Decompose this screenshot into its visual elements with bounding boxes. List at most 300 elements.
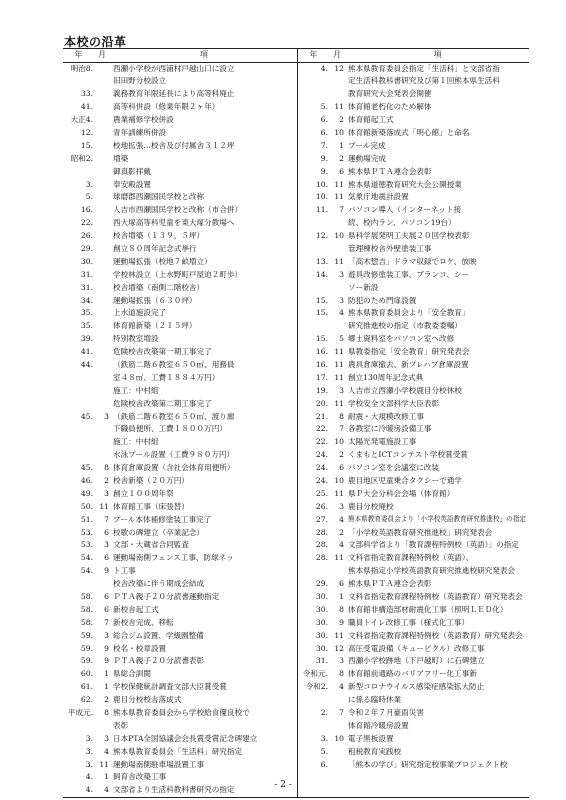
table-row — [63, 359, 529, 372]
left-item-cell: 鹿目分校校舎落成式 — [113, 695, 182, 705]
table-row — [63, 655, 529, 668]
left-item-cell: 下職員便所、工費１８００万円） — [113, 424, 227, 434]
left-item-cell: 農業補修学校併設 — [113, 115, 174, 125]
right-month-cell: 11 — [334, 372, 344, 382]
left-year-cell: 昭和2. — [70, 153, 93, 163]
table-row — [63, 746, 529, 759]
right-year-cell — [298, 75, 330, 88]
left-item-cell: 校舎改築に伴う期成会結成 — [113, 579, 205, 589]
left-month-cell: 1 — [104, 669, 109, 679]
left-month-cell — [94, 63, 111, 76]
left-item-cell: 高等科併設（修業年限２ヶ年） — [113, 102, 220, 112]
left-month-cell — [94, 191, 111, 204]
left-item-cell: 熊本県教育委員会「生活科」研究指定 — [113, 746, 243, 756]
left-year-cell: 35. — [80, 308, 93, 318]
left-year-cell: 39. — [80, 334, 93, 344]
right-month-cell: 11 — [334, 359, 344, 369]
left-item-cell: 創立１００周年祭 — [113, 488, 174, 498]
left-item-cell: 特別教室増設 — [113, 334, 159, 344]
right-item-cell: 続、校内ラン、パソコン19台） — [348, 218, 456, 228]
left-item-cell: プール本体補修塗装工事完了 — [113, 514, 212, 524]
table-row — [63, 552, 529, 565]
left-year-cell: 45. — [80, 463, 93, 473]
left-month-cell: 3 — [104, 488, 109, 498]
left-month-cell: 8 — [104, 463, 109, 473]
header-item: 項 — [111, 49, 298, 63]
right-year-cell: 15. — [298, 295, 330, 308]
right-year-cell: 6. — [298, 127, 330, 140]
left-item-cell: ＰＴＡ親子２０分読書表彰 — [113, 656, 205, 666]
right-month-cell: 4 — [339, 308, 344, 318]
table-row — [63, 282, 529, 295]
left-item-cell: 上水道施設完了 — [113, 308, 167, 318]
left-item-cell: ト工事 — [113, 566, 136, 576]
right-item-cell: 高圧受電設備（キュービクル）改修工事 — [348, 643, 485, 653]
table-row — [63, 462, 529, 475]
right-month-cell: 9 — [339, 617, 344, 627]
left-year-cell — [63, 578, 94, 591]
left-year-cell: 58. — [80, 617, 93, 627]
left-item-cell: 運動場南側フェンス工事、防球ネッ — [113, 553, 234, 563]
left-year-cell — [63, 449, 94, 462]
right-month-cell — [329, 720, 346, 733]
right-year-cell — [298, 282, 330, 295]
left-month-cell — [94, 230, 111, 243]
table-row — [63, 127, 529, 140]
right-item-cell: 教育研究大会発表会開催 — [348, 89, 432, 99]
left-month-cell — [94, 166, 111, 179]
right-month-cell: 11 — [334, 256, 344, 266]
right-month-cell: 6 — [339, 166, 344, 176]
left-year-cell: 51. — [80, 514, 93, 524]
right-item-cell: 研究推進校の指定（市教委委嘱） — [348, 321, 462, 331]
table-row — [63, 565, 529, 578]
left-item-cell: 球磨郡西瀬国民学校と改称 — [113, 192, 205, 202]
right-item-cell: 熊本県ＰＴＡ連合会表彰 — [348, 579, 432, 589]
right-year-cell: 16. — [298, 346, 330, 359]
right-month-cell — [329, 75, 346, 88]
left-item-cell: 施工：中村組 — [113, 437, 159, 447]
right-month-cell: 11 — [334, 102, 344, 112]
right-month-cell: 11 — [334, 347, 344, 357]
right-month-cell: 6 — [339, 579, 344, 589]
left-item-cell: 体育館新築（２１５坪） — [113, 321, 197, 331]
right-year-cell — [298, 720, 330, 733]
table-row — [63, 643, 529, 656]
left-year-cell: 30. — [80, 256, 93, 266]
left-year-cell: 61. — [80, 682, 93, 692]
right-year-cell: 25. — [298, 488, 330, 501]
table-row — [63, 488, 529, 501]
right-month-cell: 10 — [334, 476, 344, 485]
left-month-cell: 1 — [104, 772, 109, 782]
left-month-cell: 6 — [104, 527, 109, 537]
left-year-cell: 3. — [85, 179, 93, 189]
right-month-cell: 1 — [339, 592, 344, 602]
right-month-cell: 4 — [339, 540, 344, 550]
table-row — [63, 423, 529, 436]
header-month: 月 — [329, 49, 346, 63]
left-year-cell: 31. — [80, 269, 93, 279]
right-item-cell: 各教室に冷暖房設備工事 — [348, 424, 432, 434]
right-month-cell: 3 — [339, 269, 344, 279]
left-month-cell — [94, 88, 111, 101]
table-row — [63, 707, 529, 720]
left-month-cell: 6 — [104, 604, 109, 614]
right-month-cell: 8 — [339, 604, 344, 614]
right-month-cell: 11 — [334, 553, 344, 563]
left-month-cell — [94, 282, 111, 295]
right-month-cell: 7 — [339, 205, 344, 215]
right-month-cell — [329, 243, 346, 256]
left-item-cell: （鉄筋二階６教室６５０㎡、用務員 — [113, 359, 235, 369]
right-item-cell: 令和２年７月豪雨災害 — [348, 708, 424, 718]
right-month-cell: 2 — [339, 153, 344, 163]
left-year-cell: 46. — [80, 476, 93, 485]
right-month-cell: 11 — [334, 398, 344, 408]
left-year-cell: 45. — [80, 411, 93, 421]
table-row — [63, 256, 529, 269]
left-item-cell: 奉安殿設置 — [113, 179, 151, 189]
right-month-cell: 7 — [339, 708, 344, 718]
right-month-cell: 2 — [339, 450, 344, 460]
right-item-cell: 定生活科教科書研究及び第１回熊本県生活科 — [348, 76, 500, 86]
left-year-cell: 44. — [80, 359, 93, 369]
left-month-cell — [94, 179, 111, 192]
table-row — [63, 681, 529, 694]
left-item-cell: 表彰 — [113, 720, 129, 730]
left-month-cell — [94, 243, 111, 256]
left-item-cell: 義務教育年限延長により高等科廃止 — [113, 89, 235, 99]
right-item-cell: に係る臨時休業 — [348, 695, 402, 705]
left-year-cell — [63, 398, 94, 411]
right-item-cell: プール完成 — [348, 140, 386, 150]
left-month-cell — [94, 372, 111, 385]
table-row — [63, 668, 529, 681]
right-year-cell: 28. — [298, 552, 330, 565]
right-item-cell: 気象庁地震計設置 — [348, 192, 409, 202]
right-year-cell: 21. — [298, 411, 330, 424]
table-row — [63, 539, 529, 552]
left-year-cell: 35. — [80, 321, 93, 331]
left-item-cell: 施工：中村組 — [113, 385, 159, 395]
left-year-cell: 33. — [80, 89, 93, 99]
right-month-cell: 2 — [339, 115, 344, 125]
left-item-cell: 県総合訓閲 — [113, 669, 151, 679]
left-year-cell: 54. — [80, 553, 93, 563]
left-item-cell: 運動場拡張（６３０坪） — [113, 295, 197, 305]
left-month-cell: 7 — [104, 514, 109, 524]
left-month-cell: 3 — [104, 411, 109, 421]
right-year-cell: 5. — [298, 101, 330, 114]
right-item-cell: 防犯のため門扉設置 — [348, 295, 417, 305]
table-header-row — [63, 49, 529, 63]
right-year-cell — [298, 217, 330, 230]
left-year-cell: 15. — [80, 140, 93, 150]
left-month-cell — [94, 578, 111, 591]
table-row — [63, 372, 529, 385]
table-row — [63, 88, 529, 101]
table-row — [63, 501, 529, 514]
left-month-cell: 7 — [104, 617, 109, 627]
left-year-cell: 31. — [80, 282, 93, 292]
right-item-cell: 耐震・大規模改修工事 — [348, 411, 424, 421]
left-item-cell: 西瀬小学校が西浦村戸越山口に設立 — [113, 64, 235, 73]
left-month-cell — [94, 436, 111, 449]
right-item-cell: 太陽光発電施設工事 — [348, 437, 417, 447]
right-month-cell: 11 — [334, 192, 344, 202]
left-month-cell — [94, 359, 111, 372]
left-month-cell: 9 — [104, 566, 109, 576]
left-year-cell — [63, 385, 94, 398]
table-row — [63, 346, 529, 359]
left-year-cell — [63, 372, 94, 385]
left-year-cell: 59. — [80, 630, 93, 640]
left-month-cell — [94, 398, 111, 411]
left-month-cell: 8 — [104, 708, 109, 718]
right-year-cell: 10. — [298, 191, 330, 204]
right-year-cell: 9. — [298, 153, 330, 166]
left-month-cell — [94, 320, 111, 333]
right-month-cell: 10 — [334, 437, 344, 447]
left-item-cell: 運動場南側駐車場設置工事 — [113, 759, 205, 769]
right-item-cell: 体育館老朽化のため解体 — [348, 102, 432, 112]
header-year: 年 — [63, 49, 94, 63]
left-item-cell: 学校林設立（上水野町戸屋迫２町歩） — [113, 269, 243, 279]
table-row — [63, 398, 529, 411]
left-month-cell — [94, 423, 111, 436]
left-item-cell: 校歌の碑建立（卒業記念） — [113, 527, 205, 537]
left-item-cell: 校舎新築（２０万円） — [113, 476, 189, 485]
table-row — [63, 733, 529, 746]
left-year-cell: 54. — [80, 566, 93, 576]
left-item-cell: 体育倉庫設置（含社会体育用便所） — [113, 463, 235, 473]
right-item-cell: 人吉市立西瀬小学校鹿目分校休校 — [348, 385, 462, 395]
right-item-cell: 県教委指定「安全教育」研究発表会 — [348, 347, 470, 357]
left-item-cell: 校地拡張…校舎及び付属舎３１２坪 — [113, 140, 235, 150]
right-year-cell: 26. — [298, 501, 330, 514]
right-month-cell: 12 — [334, 64, 344, 73]
right-year-cell: 28. — [298, 539, 330, 552]
left-item-cell: 室４８㎡、工費１８８４万円） — [113, 372, 220, 382]
right-month-cell — [329, 217, 346, 230]
left-item-cell: 学校保健統計調査文部大臣賞受賞 — [113, 682, 227, 692]
left-year-cell: 59. — [80, 643, 93, 653]
table-row — [63, 166, 529, 179]
right-year-cell: 15. — [298, 307, 330, 320]
left-item-cell: 増築 — [113, 153, 129, 163]
right-month-cell: 5 — [339, 334, 344, 344]
table-body — [63, 63, 529, 798]
header-year: 年 — [298, 49, 330, 63]
right-item-cell: 体育館前通路のバリアフリー化工事新 — [348, 669, 477, 679]
right-month-cell: 3 — [339, 501, 344, 511]
left-item-cell: 飼育舎改築工事 — [113, 772, 167, 782]
table-row — [63, 591, 529, 604]
right-year-cell: 27. — [298, 514, 330, 527]
table-row — [63, 720, 529, 733]
left-month-cell — [94, 217, 111, 230]
left-year-cell: 49. — [80, 488, 93, 498]
right-year-cell: 30. — [298, 604, 330, 617]
left-month-cell — [94, 269, 111, 282]
left-item-cell: 日本PTA全国協議会会長賞受賞記念碑建立 — [113, 733, 258, 743]
right-year-cell: 7. — [298, 140, 330, 153]
right-year-cell: 17. — [298, 372, 330, 385]
right-year-cell: 12. — [298, 230, 330, 243]
right-year-cell — [298, 565, 330, 578]
right-month-cell: 10 — [334, 733, 344, 743]
table-row — [63, 114, 529, 127]
table-row — [63, 204, 529, 217]
left-year-cell: 3. — [85, 733, 93, 743]
table-row — [63, 527, 529, 540]
right-year-cell: 9. — [298, 166, 330, 179]
right-month-cell: 11 — [334, 179, 344, 189]
left-month-cell — [94, 204, 111, 217]
right-item-cell: 租税教育実践校 — [348, 746, 402, 756]
right-month-cell: 8 — [339, 411, 344, 421]
table-row — [63, 230, 529, 243]
right-month-cell: 3 — [339, 656, 344, 666]
header-item: 項 — [346, 49, 529, 63]
left-month-cell: 6 — [104, 553, 109, 563]
right-month-cell: 2 — [339, 527, 344, 537]
table-row — [63, 578, 529, 591]
right-item-cell: 体育館新築落成式「明心館」と命名 — [348, 127, 470, 137]
table-row — [63, 694, 529, 707]
left-year-cell: 22. — [80, 218, 93, 228]
left-year-cell — [63, 423, 94, 436]
left-year-cell: 大正4. — [70, 115, 93, 125]
left-year-cell: 62. — [80, 695, 93, 705]
left-year-cell: 平成元. — [67, 708, 93, 718]
table-row — [63, 295, 529, 308]
left-item-cell: 運動場拡張（校地７畝増立） — [113, 256, 212, 266]
right-item-cell: 文科省指定教育課程特例校（英語）、 — [348, 553, 474, 563]
left-month-cell: 3 — [104, 630, 109, 640]
table-row — [63, 604, 529, 617]
header-month: 月 — [94, 49, 111, 63]
left-year-cell: 26. — [80, 231, 93, 241]
right-item-cell: 文科省指定教育課程特例校（英語教育）研究発表会 — [348, 630, 523, 640]
right-item-cell: 熊本県ＰＴＡ連合会表彰 — [348, 166, 432, 176]
table-row — [63, 269, 529, 282]
left-year-cell: 16. — [80, 205, 93, 215]
table-row — [63, 759, 529, 772]
left-year-cell: 3. — [85, 746, 93, 756]
right-year-cell: 6. — [298, 759, 330, 772]
right-year-cell — [298, 88, 330, 101]
right-year-cell — [298, 694, 330, 707]
table-row — [63, 385, 529, 398]
left-year-cell: 41. — [80, 102, 93, 112]
right-month-cell: 4 — [339, 682, 344, 692]
right-item-cell: 熊本県道徳教育研究大会公開授業 — [348, 179, 462, 189]
table-row — [63, 191, 529, 204]
right-month-cell — [329, 694, 346, 707]
right-year-cell: 19. — [298, 385, 330, 398]
right-month-cell: 10 — [334, 127, 344, 137]
left-year-cell: 5. — [85, 192, 93, 202]
page-number: - 2 - — [274, 780, 292, 790]
right-item-cell: 運動場完成 — [348, 153, 386, 163]
right-month-cell — [329, 746, 346, 759]
page-title: 本校の沿革 — [64, 35, 127, 49]
left-year-cell — [63, 75, 94, 88]
left-item-cell: 人吉市西瀬国民学校と改称（市合併） — [113, 205, 243, 215]
left-month-cell — [94, 449, 111, 462]
left-year-cell: 58. — [80, 604, 93, 614]
left-year-cell: 4. — [85, 772, 93, 782]
right-item-cell: 文科省指定教育課程特例校（英語教育）研究発表会 — [348, 592, 523, 602]
left-item-cell: 体育館工事（床張替） — [113, 501, 189, 511]
table-row — [63, 449, 529, 462]
left-year-cell — [63, 436, 94, 449]
left-item-cell: 青年訓練所併設 — [113, 127, 167, 137]
left-year-cell: 50. — [80, 501, 93, 511]
left-year-cell — [63, 166, 94, 179]
right-month-cell: 12 — [334, 643, 344, 653]
left-item-cell: 熊本県教育委員会から学校給食優良校で — [113, 708, 250, 718]
left-month-cell: 2 — [104, 695, 109, 705]
right-item-cell: 体育館冷暖房設置 — [348, 720, 409, 730]
left-year-cell: 60. — [80, 669, 93, 679]
left-month-cell: 9 — [104, 643, 109, 653]
right-year-cell: 15. — [298, 333, 330, 346]
right-year-cell: 10. — [298, 179, 330, 192]
left-month-cell — [94, 75, 111, 88]
left-month-cell — [94, 720, 111, 733]
right-item-cell: 遊具改修塗装工事、ブランコ、シー — [348, 269, 470, 279]
right-item-cell: パソコン導入（インターネット接 — [348, 205, 462, 215]
table-row — [63, 307, 529, 320]
right-item-cell: 郷土資料室をパソコン室へ改修 — [348, 334, 455, 344]
right-month-cell: 1 — [339, 140, 344, 150]
right-month-cell — [329, 565, 346, 578]
right-item-cell: 学校安全文部科学大臣表彰 — [348, 398, 440, 408]
left-month-cell — [94, 114, 111, 127]
right-year-cell: 30. — [298, 617, 330, 630]
right-year-cell — [298, 243, 330, 256]
right-month-cell: 11 — [334, 488, 344, 498]
right-item-cell: パソコン室を会議室に改装 — [348, 463, 439, 473]
right-year-cell: 令和元. — [298, 668, 330, 681]
left-item-cell: 危険校舎改築第一期工事完了 — [113, 347, 212, 357]
right-month-cell — [329, 759, 346, 772]
right-year-cell: 5. — [298, 746, 330, 759]
right-item-cell: 「小学校英語教育研究推進校」研究発表会 — [348, 527, 493, 537]
table-row — [63, 179, 529, 192]
table-row — [63, 101, 529, 114]
left-year-cell: 41. — [80, 347, 93, 357]
left-item-cell: 校名・校章設置 — [113, 643, 167, 653]
left-item-cell: 校舎増築（南側二階校舎） — [113, 282, 205, 292]
left-month-cell: 11 — [99, 759, 109, 769]
left-month-cell: 4 — [104, 785, 109, 795]
table-row — [63, 617, 529, 630]
left-month-cell — [94, 346, 111, 359]
left-year-cell: 4. — [85, 785, 93, 795]
left-month-cell: 4 — [104, 746, 109, 756]
right-year-cell: 22. — [298, 423, 330, 436]
table-row — [63, 333, 529, 346]
right-year-cell: 30. — [298, 591, 330, 604]
table-row — [63, 63, 529, 76]
right-year-cell — [298, 320, 330, 333]
right-item-cell: 熊本県教育委員会より「小学校英語教育研究推進校」の指定 — [348, 514, 527, 523]
left-item-cell: 危険校舎改築第二期工事完了 — [113, 398, 212, 408]
